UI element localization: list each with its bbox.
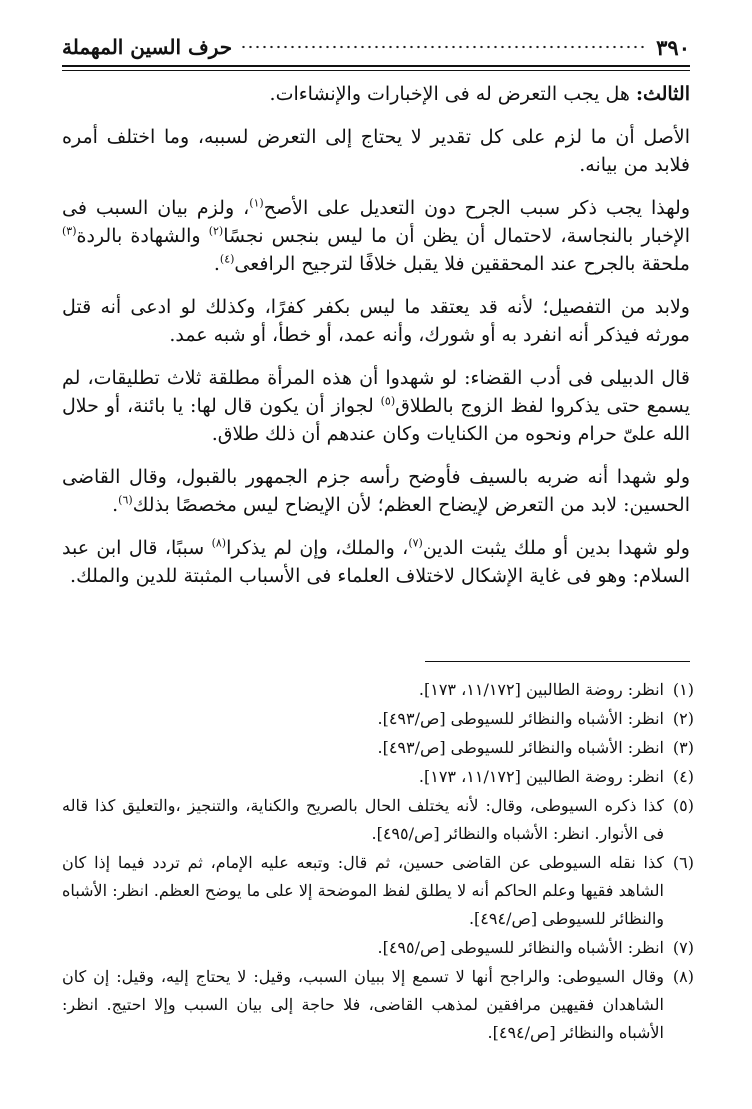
lead-label: الثالث: [635,83,690,105]
footnote-number: (٨) [672,967,694,986]
p3-text-d: ملحقة بالجرح عند المحققين فلا يقبل خلافًا لترجيح الرافعى [234,253,690,275]
footnote-number: (١) [672,680,694,699]
chapter-title: حرف السين المهملة [62,35,233,59]
footnote-item [62,705,694,733]
footnote-number: (٥) [672,796,694,815]
paragraph-2: الأصل أن ما لزم على كل تقدير لا يحتاج إلى التعرض لسببه، وما اختلف أمره فلابد من بيانه. [62,126,690,176]
lead-text: هل يجب التعرض له فى الإخبارات والإنشاءات. [269,83,636,105]
p5-text-b: لجواز أن يكون قال لها: يا بائنة، أو حلال الله علىّ حرام ونحوه من الكنايات وكان عندهم أن ذلك طلاق. [62,395,690,445]
footnote-text: انظر: الأشباه والنظائر للسيوطى [ص/٤٩٣]. [377,738,664,757]
footnote-ref-7[interactable]: (٧) [408,536,423,550]
p3-text-b: ، ولزم بيان السبب فى الإخبار بالنجاسة، لاحتمال أن يظن أن ما ليس بنجس نجسًا [62,197,691,247]
footnote-ref-8[interactable]: (٨) [211,536,227,550]
footnote-number: (٤) [672,767,694,786]
p7-text-a: ولو شهدا بدين أو ملك يثبت الدين [422,537,690,559]
footnote-text: انظر: الأشباه والنظائر للسيوطى [ص/٤٩٥]. [377,938,664,957]
footnote-number: (٢) [672,709,694,728]
footnote-ref-1[interactable]: (١) [249,196,264,210]
footnote-text: وقال السيوطى: والراجح أنها لا تسمع إلا ببيان السبب، وقيل: لا يحتاج إليه، وقيل: إن كان الشاهدان فقيهين مرافقين لمذهب القاضى، فلا حاجة إلى بيان السبب وإلا احتيج. انظر: الأشباه والنظائر [ص/٤٩٤]. [62,967,664,1042]
paragraph-3 [62,194,690,278]
footnote-text: كذا ذكره السيوطى، وقال: لأنه يختلف الحال بالصريح والكناية، والتنجيز ،والتعليق كذا قاله فى الأنوار. انظر: الأشباه والنظائر [ص/٤٩٥]. [62,796,664,843]
p5-text-a: قال الدبيلى فى أدب القضاء: لو شهدوا أن هذه المرأة مطلقة ثلاث تطليقات، لم يسمع حتى يذكروا لفظ الزوج بالطلاق [62,367,690,417]
p7-text-b: ، والملك، وإن لم يذكرا [226,537,409,559]
footnote-ref-2[interactable]: (٢) [208,224,224,238]
footnotes [62,676,694,1048]
footnote-item [62,676,694,704]
paragraph-4: ولابد من التفصيل؛ لأنه قد يعتقد ما ليس بكفر كفرًا، وكذلك لو ادعى أنه قتل مورثه فيذكر أنه انفرد به أو شورك، وأنه عمد، أو خطأ، أو شبه عمد. [62,296,690,346]
footnote-item [62,792,694,848]
footnote-text: انظر: روضة الطالبين [١١/١٧٢، ١٧٣]. [418,767,664,786]
paragraph-5 [62,364,690,448]
footnote-number: (٣) [672,738,694,757]
p3-text-a: ولهذا يجب ذكر سبب الجرح دون التعديل على الأصح [263,197,690,219]
header-rule-thick [62,65,690,67]
footnote-text: كذا نقله السيوطى عن القاضى حسين، ثم قال: وتبعه عليه الإمام، ثم تردد فيما إذا كان الشاهد فقيها وعلم الحاكم أنه لا يطلق لفظ الموضحة إلا على ما يوضح العظم. انظر: الأشباه والنظائر للسيوطى [ص/٤٩٤]. [62,853,664,928]
header-rule-thin [62,70,690,71]
p6-text-a: ولو شهدا أنه ضربه بالسيف فأوضح رأسه جزم الجمهور بالقبول، وقال القاضى الحسين: لابد من التعرض لإيضاح العظم؛ لأن الإيضاح ليس مخصصًا بذلك [62,466,690,516]
paragraph-6 [62,463,690,519]
footnote-number: (٦) [672,853,694,872]
footnote-ref-6[interactable]: (٦) [118,493,133,507]
footnote-ref-5[interactable]: (٥) [380,394,396,408]
p3-text-c: والشهادة بالردة [76,225,209,247]
footnote-ref-3[interactable]: (٣) [62,224,77,238]
footnote-text: انظر: روضة الطالبين [١١/١٧٢، ١٧٣]. [418,680,664,699]
footnote-separator [425,661,690,662]
p7-text-c: سببًا، قال ابن عبد السلام: وهو فى غاية الإشكال لاختلاف العلماء فى الأسباب المثبتة للدين والملك. [62,537,690,587]
footnote-item [62,734,694,762]
page-number: ٣٩٠ [656,34,690,60]
footnote-item [62,934,694,962]
main-text [62,80,690,605]
running-header [62,30,690,64]
header-dot-leader [240,43,648,51]
footnote-number: (٧) [672,938,694,957]
p6-text-b: . [112,494,119,516]
p3-text-e: . [213,253,220,275]
footnote-item [62,849,694,933]
footnote-item [62,763,694,791]
footnote-text: انظر: الأشباه والنظائر للسيوطى [ص/٤٩٣]. [377,709,664,728]
paragraph-1 [62,80,690,108]
footnote-item [62,963,694,1047]
footnote-ref-4[interactable]: (٤) [219,252,235,266]
paragraph-7 [62,534,690,590]
